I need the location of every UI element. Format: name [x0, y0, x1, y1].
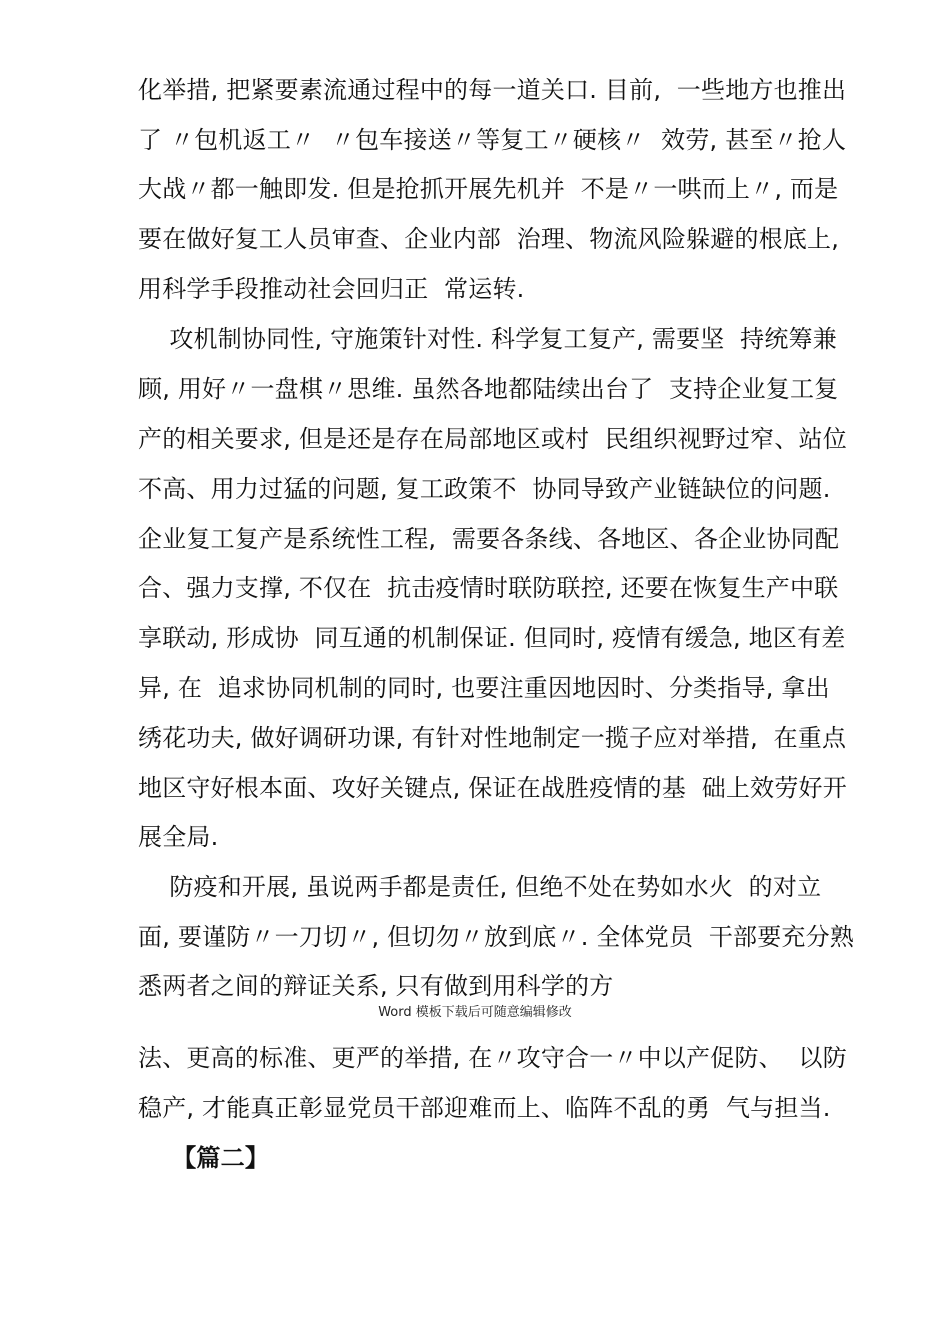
text-line: 绣花功夫, 做好调研功课, 有针对性地制定一揽子应对举措, 在重点 [138, 724, 847, 752]
text-line: 面, 要谨防〃一刀切〃, 但切勿〃放到底〃. 全体党员 干部要充分熟 [138, 923, 855, 951]
text-line: 法、更高的标准、更严的举措, 在〃攻守合一〃中以产促防、 以防 [138, 1044, 847, 1072]
text-line: 稳产, 才能真正彰显党员干部迎难而上、临阵不乱的勇 气与担当. [138, 1094, 831, 1122]
text-line: 展全局. [138, 823, 219, 851]
text-line: 攻机制协同性, 守施策针对性. 科学复工复产, 需要坚 持统筹兼 [138, 325, 837, 353]
text-line: 产的相关要求, 但是还是存在局部地区或村 民组织视野过窄、站位 [138, 425, 847, 453]
text-line: 地区守好根本面、攻好关键点, 保证在战胜疫情的基 础上效劳好开 [138, 774, 847, 802]
text-line: 大战〃都一触即发. 但是抢抓开展先机并 不是〃一哄而上〃, 而是 [138, 175, 839, 203]
page-footer: Word 模板下载后可随意编辑修改 [378, 1005, 572, 1020]
text-line: 合、强力支撑, 不仅在 抗击疫情时联防联控, 还要在恢复生产中联 [138, 574, 839, 602]
text-line: 顾, 用好〃一盘棋〃思维. 虽然各地都陆续出台了 支持企业复工复 [138, 375, 839, 403]
text-line: 了 〃包机返工〃 〃包车接送〃等复工〃硬核〃 效劳, 甚至〃抢人 [138, 126, 847, 154]
section-heading: 【篇二】 [138, 1144, 270, 1172]
text-line: 享联动, 形成协 同互通的机制保证. 但同时, 疫情有缓急, 地区有差 [138, 624, 846, 652]
text-line: 异, 在 追求协同机制的同时, 也要注重因地因时、分类指导, 拿出 [138, 674, 830, 702]
text-line: 化举措, 把紧要素流通过程中的每一道关口. 目前, 一些地方也推出 [138, 76, 847, 104]
text-line: 要在做好复工人员审查、企业内部 治理、物流风险躲避的根底上, [138, 225, 840, 253]
text-line: 防疫和开展, 虽说两手都是责任, 但绝不处在势如水火 的对立 [138, 873, 822, 901]
text-line: 企业复工复产是系统性工程, 需要各条线、各地区、各企业协同配 [138, 525, 840, 553]
text-line: 悉两者之间的辩证关系, 只有做到用科学的方 [138, 972, 614, 1000]
text-line: 不高、用力过猛的问题, 复工政策不 协同导致产业链缺位的问题. [138, 475, 831, 503]
text-line: 用科学手段推动社会回归正 常运转. [138, 275, 525, 303]
